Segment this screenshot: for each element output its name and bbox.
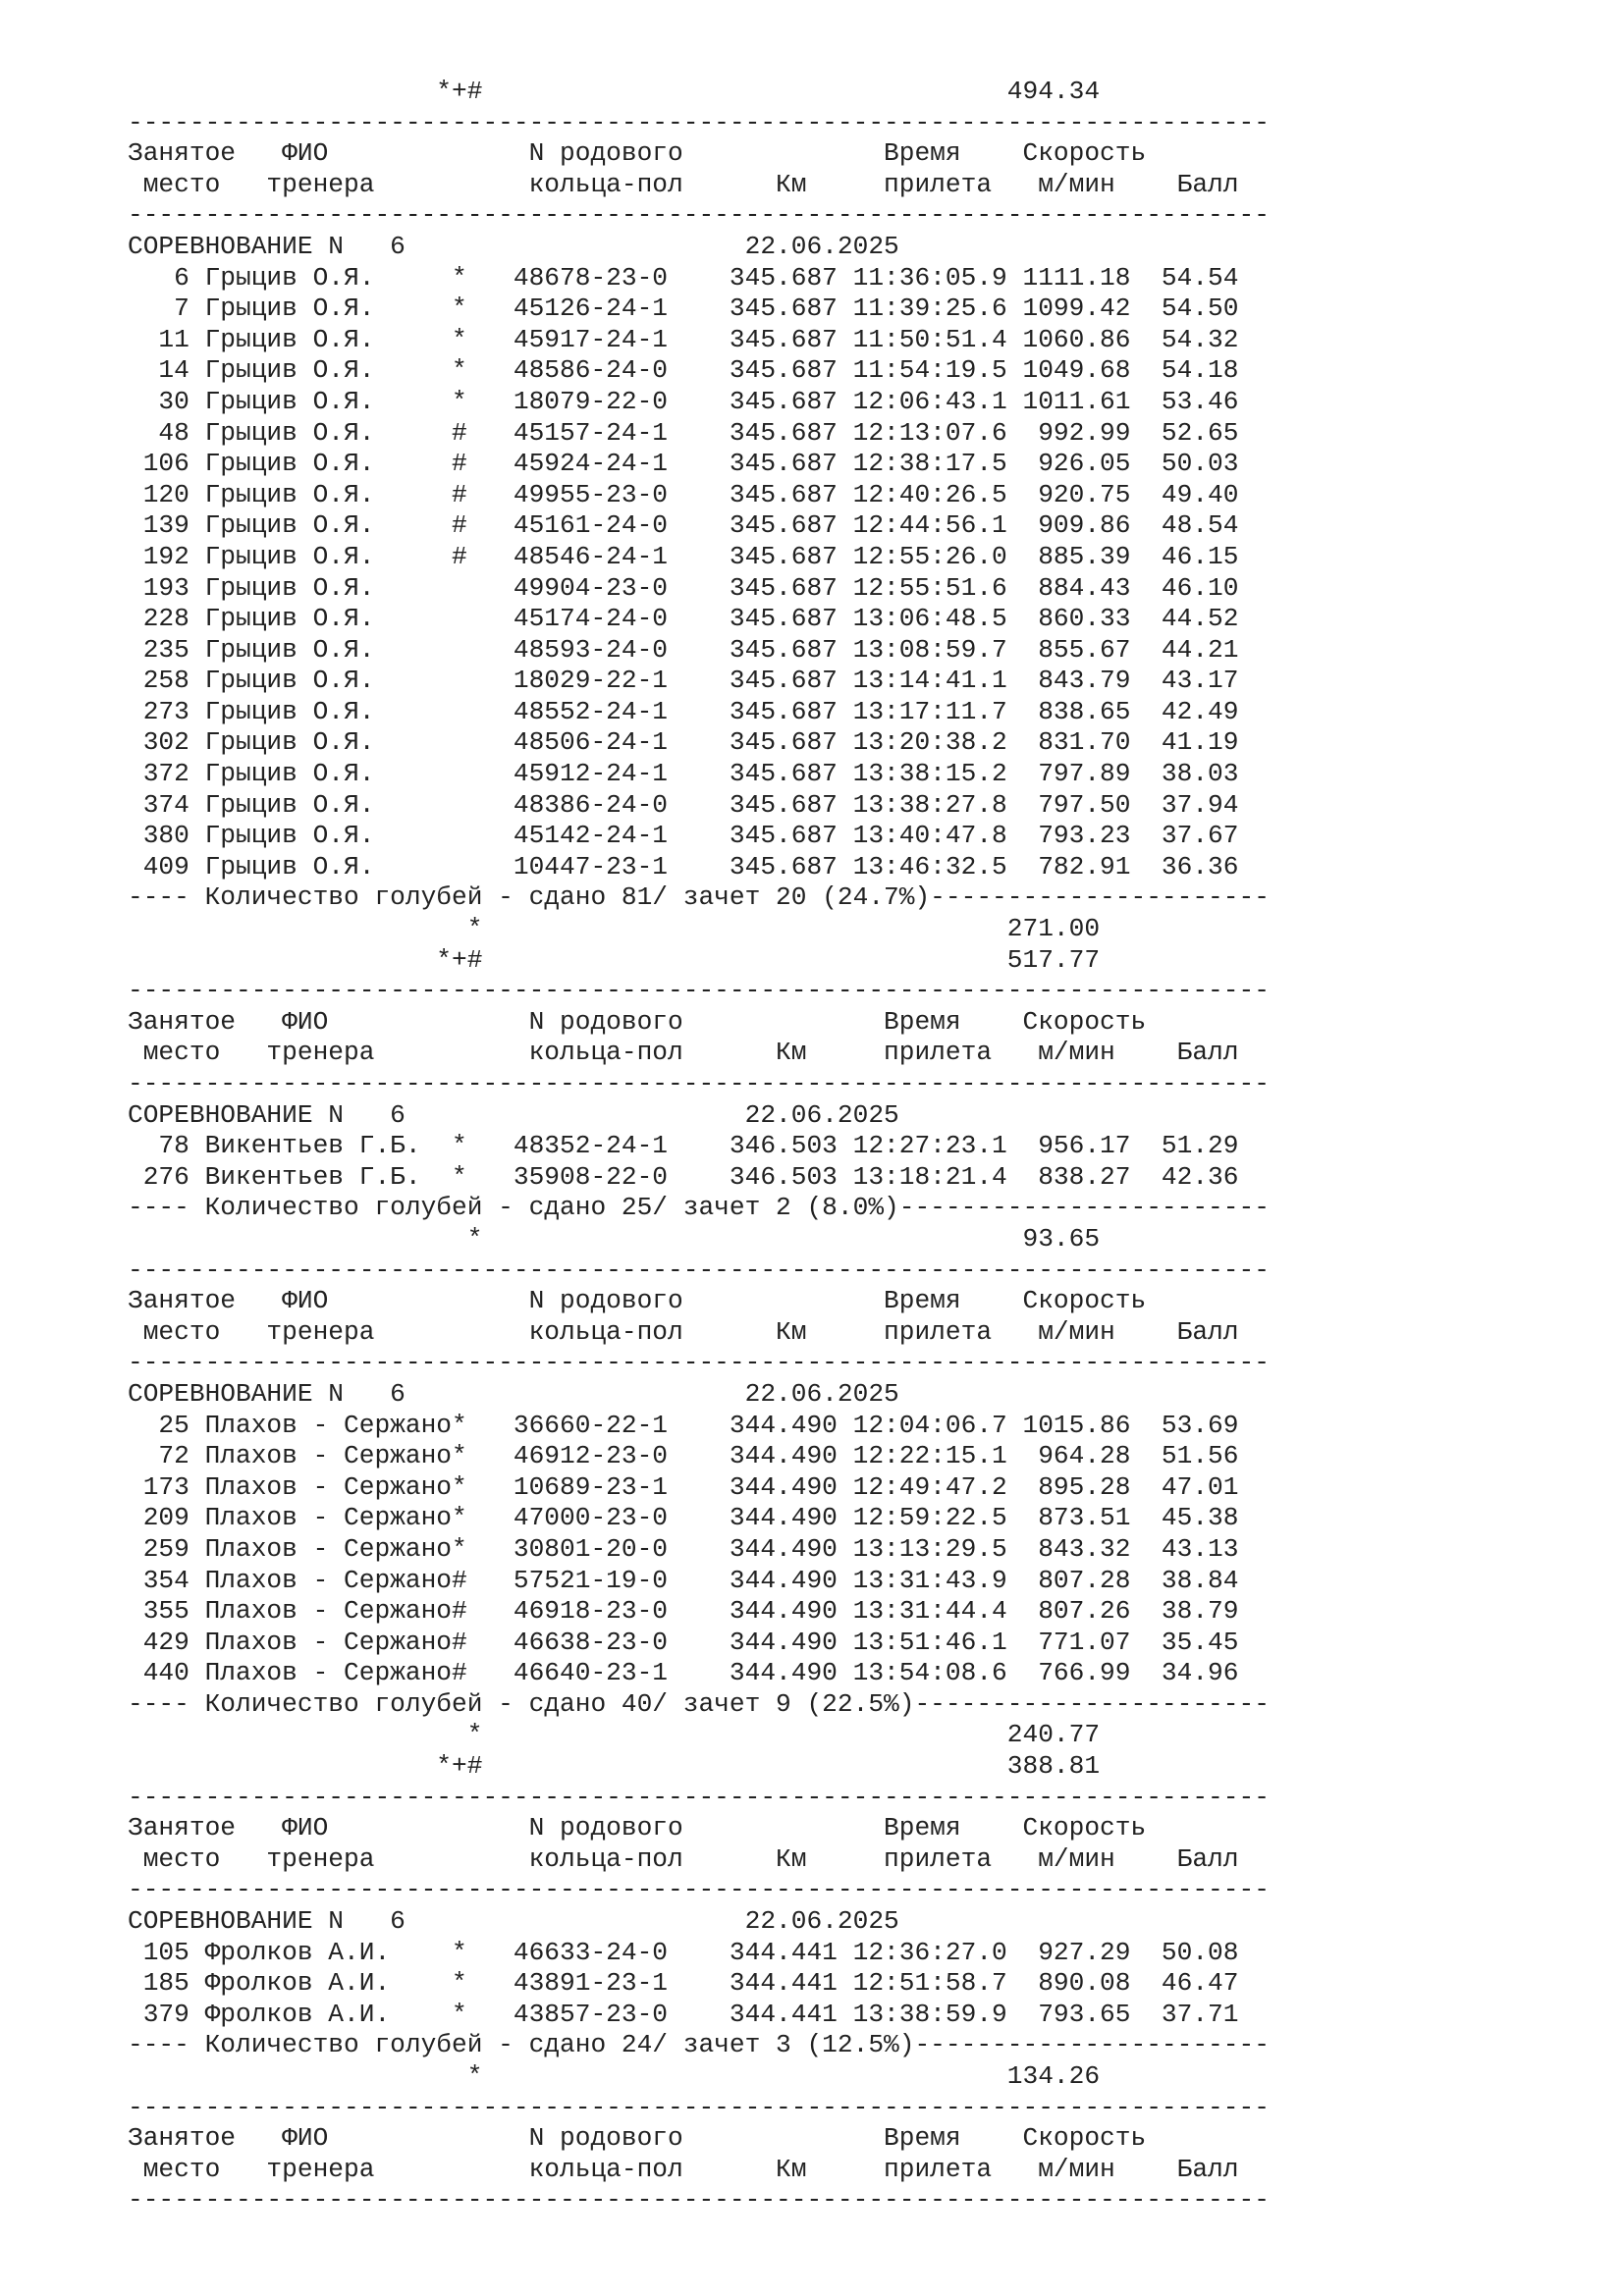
result-row: 185 Фролков А.И. * 43891-23-1 344.441 12:51:58.7 890.08 46.47 [128,1968,1239,1999]
result-row: 302 Грыцив О.Я. 48506-24-1 345.687 13:20:38.2 831.70 41.19 [128,727,1239,758]
result-row: 355 Плахов - Сержано# 46918-23-0 344.490 13:31:44.4 807.26 38.79 [128,1596,1239,1627]
table-header-row-1: Занятое ФИО N родового Время Скорость [128,1286,1147,1316]
result-row: 11 Грыцив О.Я. * 45917-24-1 345.687 11:50:51.4 1060.86 54.32 [128,324,1239,354]
table-header-row-2: место тренера кольца-пол Км прилета м/мин Балл [128,2154,1239,2184]
result-row: 276 Викентьев Г.Б. * 35908-22-0 346.503 13:18:21.4 838.27 42.36 [128,1161,1239,1192]
result-row: 228 Грыцив О.Я. 45174-24-0 345.687 13:06:48.5 860.33 44.52 [128,604,1239,634]
divider-line: -------------------------------------------------------------------------- [128,976,1270,1006]
result-row: 30 Грыцив О.Я. * 18079-22-0 345.687 12:06:43.1 1011.61 53.46 [128,386,1239,416]
table-header-row-1: Занятое ФИО N родового Время Скорость [128,2123,1147,2154]
result-row: 120 Грыцив О.Я. # 49955-23-0 345.687 12:40:26.5 920.75 49.40 [128,479,1239,509]
results-printout [128,77,1270,2216]
result-row: 374 Грыцив О.Я. 48386-24-0 345.687 13:38:27.8 797.50 37.94 [128,789,1239,820]
points-subtotal: * 134.26 [128,2061,1101,2091]
result-row: 193 Грыцив О.Я. 49904-23-0 345.687 12:55:51.6 884.43 46.10 [128,572,1239,603]
result-row: 273 Грыцив О.Я. 48552-24-1 345.687 13:17:11.7 838.65 42.49 [128,696,1239,726]
competition-heading: СОРЕВНОВАНИЕ N 6 22.06.2025 [128,231,899,261]
result-row: 105 Фролков А.И. * 46633-24-0 344.441 12:36:27.0 927.29 50.08 [128,1937,1239,1967]
result-row: 48 Грыцив О.Я. # 45157-24-1 345.687 12:13:07.6 992.99 52.65 [128,417,1239,448]
competition-heading: СОРЕВНОВАНИЕ N 6 22.06.2025 [128,1906,899,1937]
result-row: 429 Плахов - Сержано# 46638-23-0 344.490 13:51:46.1 771.07 35.45 [128,1627,1239,1657]
divider-line: -------------------------------------------------------------------------- [128,1782,1270,1812]
table-header-row-2: место тренера кольца-пол Км прилета м/мин Балл [128,1843,1239,1874]
points-subtotal: * 93.65 [128,1223,1101,1254]
result-row: 259 Плахов - Сержано* 30801-20-0 344.490 13:13:29.5 843.32 43.13 [128,1533,1239,1564]
result-row: 379 Фролков А.И. * 43857-23-0 344.441 13:38:59.9 793.65 37.71 [128,1999,1239,2029]
table-header-row-1: Занятое ФИО N родового Время Скорость [128,1813,1147,1843]
result-row: 7 Грыцив О.Я. * 45126-24-1 345.687 11:39:25.6 1099.42 54.50 [128,294,1239,324]
result-row: 440 Плахов - Сержано# 46640-23-1 344.490 13:54:08.6 766.99 34.96 [128,1658,1239,1688]
divider-line: -------------------------------------------------------------------------- [128,2092,1270,2122]
result-row: 25 Плахов - Сержано* 36660-22-1 344.490 12:04:06.7 1015.86 53.69 [128,1410,1239,1440]
points-subtotal: * 240.77 [128,1720,1101,1750]
result-row: 235 Грыцив О.Я. 48593-24-0 345.687 13:08:59.7 855.67 44.21 [128,634,1239,665]
competition-heading: СОРЕВНОВАНИЕ N 6 22.06.2025 [128,1378,899,1409]
pigeon-count-summary: ---- Количество голубей - сдано 24/ зачет 3 (12.5%)----------------------- [128,2030,1270,2060]
points-subtotal: * 271.00 [128,914,1101,944]
table-header-row-2: место тренера кольца-пол Км прилета м/мин Балл [128,1038,1239,1068]
points-subtotal: *+# 494.34 [128,77,1101,106]
table-header-row-1: Занятое ФИО N родового Время Скорость [128,1006,1147,1037]
result-row: 372 Грыцив О.Я. 45912-24-1 345.687 13:38:15.2 797.89 38.03 [128,759,1239,789]
result-row: 14 Грыцив О.Я. * 48586-24-0 345.687 11:54:19.5 1049.68 54.18 [128,355,1239,386]
result-row: 258 Грыцив О.Я. 18029-22-1 345.687 13:14:41.1 843.79 43.17 [128,666,1239,696]
pigeon-count-summary: ---- Количество голубей - сдано 81/ зачет 20 (24.7%)---------------------- [128,882,1270,913]
divider-line: -------------------------------------------------------------------------- [128,1069,1270,1098]
table-header-row-2: место тренера кольца-пол Км прилета м/мин Балл [128,169,1239,199]
result-row: 173 Плахов - Сержано* 10689-23-1 344.490 12:49:47.2 895.28 47.01 [128,1471,1239,1502]
result-row: 78 Викентьев Г.Б. * 48352-24-1 346.503 12:27:23.1 956.17 51.29 [128,1131,1239,1161]
result-row: 354 Плахов - Сержано# 57521-19-0 344.490 13:31:43.9 807.28 38.84 [128,1565,1239,1595]
table-header-row-2: место тренера кольца-пол Км прилета м/мин Балл [128,1316,1239,1347]
result-row: 209 Плахов - Сержано* 47000-23-0 344.490 12:59:22.5 873.51 45.38 [128,1503,1239,1533]
divider-line: -------------------------------------------------------------------------- [128,107,1270,137]
pigeon-count-summary: ---- Количество голубей - сдано 25/ зачет 2 (8.0%)------------------------ [128,1193,1270,1223]
table-header-row-1: Занятое ФИО N родового Время Скорость [128,138,1147,169]
result-row: 6 Грыцив О.Я. * 48678-23-0 345.687 11:36:05.9 1111.18 54.54 [128,262,1239,293]
points-subtotal: *+# 517.77 [128,944,1101,975]
divider-line: -------------------------------------------------------------------------- [128,1875,1270,1905]
divider-line: -------------------------------------------------------------------------- [128,1255,1270,1285]
result-row: 106 Грыцив О.Я. # 45924-24-1 345.687 12:38:17.5 926.05 50.03 [128,449,1239,479]
points-subtotal: *+# 388.81 [128,1751,1101,1782]
result-row: 72 Плахов - Сержано* 46912-23-0 344.490 12:22:15.1 964.28 51.56 [128,1441,1239,1471]
result-row: 192 Грыцив О.Я. # 48546-24-1 345.687 12:55:26.0 885.39 46.15 [128,541,1239,571]
result-row: 380 Грыцив О.Я. 45142-24-1 345.687 13:40:47.8 793.23 37.67 [128,821,1239,851]
divider-line: -------------------------------------------------------------------------- [128,2185,1270,2216]
result-row: 139 Грыцив О.Я. # 45161-24-0 345.687 12:44:56.1 909.86 48.54 [128,510,1239,541]
pigeon-count-summary: ---- Количество голубей - сдано 40/ зачет 9 (22.5%)----------------------- [128,1688,1270,1719]
divider-line: -------------------------------------------------------------------------- [128,200,1270,231]
competition-heading: СОРЕВНОВАНИЕ N 6 22.06.2025 [128,1099,899,1130]
divider-line: -------------------------------------------------------------------------- [128,1348,1270,1378]
result-row: 409 Грыцив О.Я. 10447-23-1 345.687 13:46:32.5 782.91 36.36 [128,851,1239,881]
